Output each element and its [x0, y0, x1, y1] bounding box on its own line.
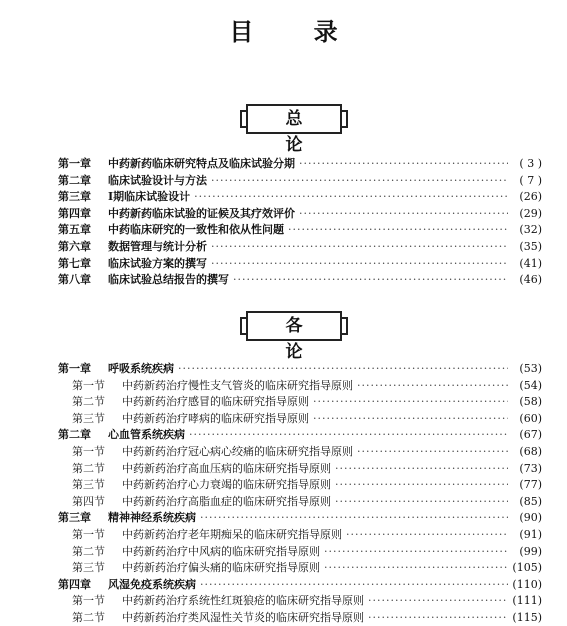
- toc-entry-page: (90): [519, 511, 542, 525]
- toc-leader-dots: [189, 428, 508, 441]
- toc-entry[interactable]: [58, 476, 542, 493]
- toc-entry-title: 中药新药治疗老年期痴呆的临床研究指导原则: [122, 527, 342, 541]
- toc-leader-dots: [324, 561, 508, 574]
- toc-entry[interactable]: [58, 576, 542, 593]
- toc-entry-title: 心血管系统疾病: [108, 428, 185, 442]
- toc-entry[interactable]: [58, 460, 542, 477]
- toc-entry-number: 第三章: [58, 190, 91, 204]
- toc-entry-number: 第三节: [72, 561, 105, 575]
- toc-entry-number: 第三节: [72, 478, 105, 492]
- toc-leader-dots: [357, 445, 508, 458]
- toc-entry-page: (41): [519, 256, 542, 270]
- toc-entry-number: 第一章: [58, 157, 91, 170]
- toc-entry-title: 风湿免疫系统疾病: [108, 577, 196, 591]
- toc-entry[interactable]: [58, 360, 542, 377]
- toc-leader-dots: [200, 578, 508, 591]
- toc-leader-dots: [211, 174, 508, 187]
- toc-entry-title: 中药新药治疗感冒的临床研究指导原则: [122, 395, 309, 409]
- toc-entry-title: 中药新药临床试验的证候及其疗效评价: [108, 206, 295, 220]
- toc-entry-page: (46): [519, 273, 542, 287]
- toc-entry-page: (85): [519, 494, 542, 508]
- toc-entry-number: 第二节: [72, 610, 105, 624]
- toc-leader-dots: [313, 395, 508, 408]
- toc-entry-title: 临床试验设计与方法: [108, 173, 207, 187]
- toc-entry-page: (60): [519, 411, 542, 425]
- toc-entry[interactable]: [58, 172, 542, 189]
- specific-section-label: 各 论: [246, 311, 342, 341]
- toc-entry-page: (32): [519, 223, 542, 237]
- specific-toc-list: [58, 360, 542, 626]
- toc-entry-page: (77): [519, 478, 542, 492]
- toc-entry[interactable]: [58, 221, 542, 238]
- toc-entry-page: (54): [519, 378, 542, 392]
- toc-entry-page: (91): [519, 527, 542, 541]
- toc-entry[interactable]: [58, 155, 542, 172]
- toc-entry-number: 第四节: [72, 494, 105, 508]
- toc-leader-dots: [368, 594, 508, 607]
- toc-entry-page: ( 7 ): [519, 173, 542, 187]
- toc-entry-page: (68): [519, 444, 542, 458]
- toc-entry-title: 中药新药治疗高脂血症的临床研究指导原则: [122, 494, 331, 508]
- toc-entry-title: 中药新药治疗冠心病心绞痛的临床研究指导原则: [122, 444, 353, 458]
- toc-entry-title: 中药新药治疗偏头痛的临床研究指导原则: [122, 561, 320, 575]
- toc-entry-number: 第一节: [72, 594, 105, 608]
- toc-entry-number: 第八章: [58, 273, 91, 287]
- toc-entry-number: 第三章: [58, 511, 91, 525]
- toc-entry-page: (67): [519, 428, 542, 442]
- toc-entry[interactable]: [58, 592, 542, 609]
- toc-entry-number: 第一章: [58, 362, 91, 375]
- toc-entry-number: 第一节: [72, 444, 105, 458]
- toc-entry-page: (35): [519, 239, 542, 253]
- toc-entry-number: 第二节: [72, 544, 105, 558]
- toc-leader-dots: [299, 207, 508, 220]
- toc-entry-title: 中药新药治疗系统性红斑狼疮的临床研究指导原则: [122, 594, 364, 608]
- toc-entry-page: ( 3 ): [519, 157, 542, 170]
- toc-entry[interactable]: [58, 609, 542, 626]
- toc-leader-dots: [335, 495, 508, 508]
- toc-entry-title: 数据管理与统计分析: [108, 239, 207, 253]
- toc-leader-dots: [211, 257, 508, 270]
- general-toc-list: [58, 155, 542, 288]
- toc-entry-page: (73): [519, 461, 542, 475]
- toc-entry-number: 第二章: [58, 428, 91, 442]
- toc-leader-dots: [288, 223, 508, 236]
- toc-entry[interactable]: [58, 526, 542, 543]
- toc-leader-dots: [178, 362, 508, 375]
- toc-entry-page: (110): [512, 577, 542, 591]
- toc-entry-number: 第四章: [58, 577, 91, 591]
- toc-entry-title: 中药新药临床研究特点及临床试验分期: [108, 157, 295, 170]
- toc-entry-page: (105): [512, 561, 542, 575]
- toc-entry-number: 第四章: [58, 206, 91, 220]
- toc-leader-dots: [299, 157, 508, 170]
- toc-leader-dots: [211, 240, 508, 253]
- toc-leader-dots: [346, 528, 508, 541]
- toc-entry-title: 临床试验方案的撰写: [108, 256, 207, 270]
- toc-entry-title: 中药新药治疗中风病的临床研究指导原则: [122, 544, 320, 558]
- toc-entry-number: 第二节: [72, 395, 105, 409]
- toc-entry-page: (29): [519, 206, 542, 220]
- toc-entry[interactable]: [58, 393, 542, 410]
- toc-entry-number: 第六章: [58, 239, 91, 253]
- toc-entry[interactable]: [58, 205, 542, 222]
- toc-entry-title: 呼吸系统疾病: [108, 362, 174, 375]
- toc-entry-title: 精神神经系统疾病: [108, 511, 196, 525]
- toc-leader-dots: [368, 611, 508, 624]
- toc-entry[interactable]: [58, 188, 542, 205]
- toc-entry-title: 中药新药治疗高血压病的临床研究指导原则: [122, 461, 331, 475]
- toc-entry[interactable]: [58, 559, 542, 576]
- toc-leader-dots: [324, 545, 508, 558]
- toc-entry[interactable]: [58, 493, 542, 510]
- toc-entry-page: (53): [519, 362, 542, 375]
- toc-leader-dots: [233, 273, 508, 286]
- toc-leader-dots: [194, 190, 508, 203]
- toc-leader-dots: [200, 511, 508, 524]
- toc-leader-dots: [313, 412, 508, 425]
- toc-entry-page: (99): [519, 544, 542, 558]
- toc-entry-page: (26): [519, 190, 542, 204]
- toc-entry[interactable]: [58, 377, 542, 394]
- toc-entry-title: 中药新药治疗心力衰竭的临床研究指导原则: [122, 478, 331, 492]
- toc-entry-number: 第五章: [58, 223, 91, 237]
- toc-entry[interactable]: [58, 255, 542, 272]
- toc-leader-dots: [357, 379, 508, 392]
- toc-entry-number: 第二章: [58, 173, 91, 187]
- toc-entry-page: (111): [512, 594, 542, 608]
- page-title: 目 录: [229, 17, 364, 46]
- toc-leader-dots: [335, 478, 508, 491]
- toc-entry-title: 中药新药治疗类风湿性关节炎的临床研究指导原则: [122, 610, 364, 624]
- toc-entry[interactable]: [58, 426, 542, 443]
- toc-entry-title: 中药新药治疗哮病的临床研究指导原则: [122, 411, 309, 425]
- toc-entry-title: Ⅰ期临床试验设计: [108, 190, 191, 204]
- toc-entry-page: (115): [512, 610, 542, 624]
- toc-entry-title: 临床试验总结报告的撰写: [108, 273, 229, 287]
- toc-entry[interactable]: [58, 238, 542, 255]
- toc-entry[interactable]: [58, 443, 542, 460]
- toc-entry-number: 第一节: [72, 527, 105, 541]
- toc-leader-dots: [335, 462, 508, 475]
- toc-entry-title: 中药临床研究的一致性和依从性问题: [108, 223, 284, 237]
- toc-entry[interactable]: [58, 543, 542, 560]
- toc-entry[interactable]: [58, 509, 542, 526]
- general-section-label: 总 论: [246, 104, 342, 134]
- toc-entry[interactable]: [58, 271, 542, 288]
- toc-entry-number: 第三节: [72, 411, 105, 425]
- toc-entry-number: 第七章: [58, 256, 91, 270]
- toc-entry-page: (58): [519, 395, 542, 409]
- toc-entry-title: 中药新药治疗慢性支气管炎的临床研究指导原则: [122, 378, 353, 392]
- toc-entry-number: 第二节: [72, 461, 105, 475]
- toc-entry-number: 第一节: [72, 378, 105, 392]
- toc-entry[interactable]: [58, 410, 542, 427]
